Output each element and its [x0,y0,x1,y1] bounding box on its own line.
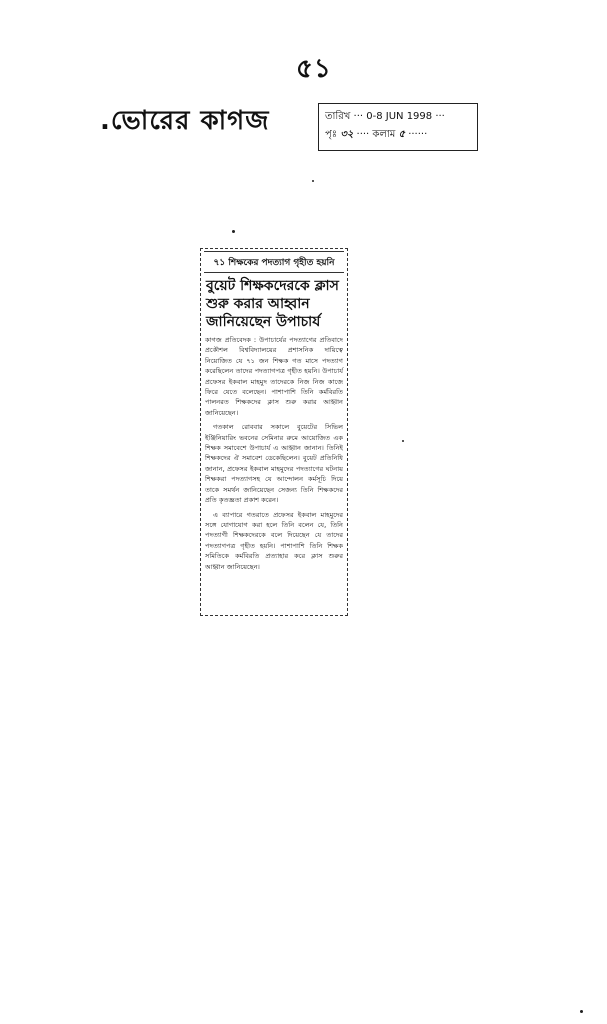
stamp-page-row: পৃঃ ৩২ ···· কলাম ৫ ······ [325,129,428,140]
stamp-page-label: পৃঃ [325,129,338,140]
stamp-date-value: 0-8 JUN 1998 [366,111,433,122]
clipping-top-rule [204,251,344,252]
article-headline: বুয়েট শিক্ষকদেরকে ক্লাস শুরু করার আহ্বান জানিয়েছেন উপাচার্য [206,278,339,330]
scan-speck [232,230,235,233]
clipping-stamp [318,103,478,151]
scan-speck [402,440,404,442]
newspaper-clipping [200,248,348,616]
article-paragraph: এ ব্যাপারে গতরাতে প্রফেসর ইকবাল মাহমুদের সঙ্গে যোগাযোগ করা হলে তিনি বলেন যে, তিনি পদত্যাগী শিক্ষকদেরকে বলে দিয়েছেন যে তাদের পদত্যাগপত্র গৃহীত হয়নি। পাশাপাশি তিনি শিক্ষক সমিতিকে কর্মবিরতি প্রত্যাহার করে ক্লাস শুরুর আহ্বান জানিয়েছেন। [205,510,343,571]
stamp-column-label: কলাম [372,129,396,140]
article-paragraph: কাগজ প্রতিবেদক : উপাচার্যের পদত্যাগের প্রতিবাদে প্রকৌশল বিশ্ববিদ্যালয়ের প্রশাসনিক দায়িত্বে নিয়োজিত যে ৭১ জন শিক্ষক গত মাসে পদত্যাগ করেছিলেন তাদের পদত্যাগপত্র গৃহীত হয়নি। উপাচার্য প্রফেসর ইকবাল মাহমুদ তাদেরকে নিজ নিজ কাজে ফিরে যেতে বলেছেন। পাশাপাশি তিনি কর্মবিরতি পালনরত শিক্ষকদের ক্লাস শুরু করার আহ্বান জানিয়েছেন। [205,336,343,417]
article-kicker: ৭১ শিক্ষকের পদত্যাগ গৃহীত হয়নি [204,254,344,273]
newspaper-masthead: .ভোরের কাগজ [100,106,270,136]
stamp-date-row: তারিখ ··· 0-8 JUN 1998 ··· [325,111,445,122]
stamp-column-value: ৫ [398,129,406,140]
scan-speck [312,180,314,182]
scan-speck [580,1010,583,1013]
page-number: ৫১ [296,54,332,84]
article-paragraph: গতকাল রোববার সকালে বুয়েটের সিভিল ইঞ্জিনিয়ারিং ভবনের সেমিনার রুমে আয়োজিত এক শিক্ষক সমাবেশে উপাচার্য এ আহ্বান জানান। তিনিই শিক্ষকদের ঐ সমাবেশ ডেকেছিলেন। বুয়েট প্রতিনিধি জানান, প্রফেসর ইকবাল মাহমুদের পদত্যাগের ঘটনায় শিক্ষকরা পদত্যাগসহ যে আন্দোলন কর্মসূচি দিয়ে তাকে সমর্থন জানিয়েছেন সেজন্য তিনি শিক্ষকদের প্রতি কৃতজ্ঞতা প্রকাশ করেন। [205,423,343,505]
stamp-date-label: তারিখ [325,111,351,122]
stamp-page-value: ৩২ [340,129,354,140]
